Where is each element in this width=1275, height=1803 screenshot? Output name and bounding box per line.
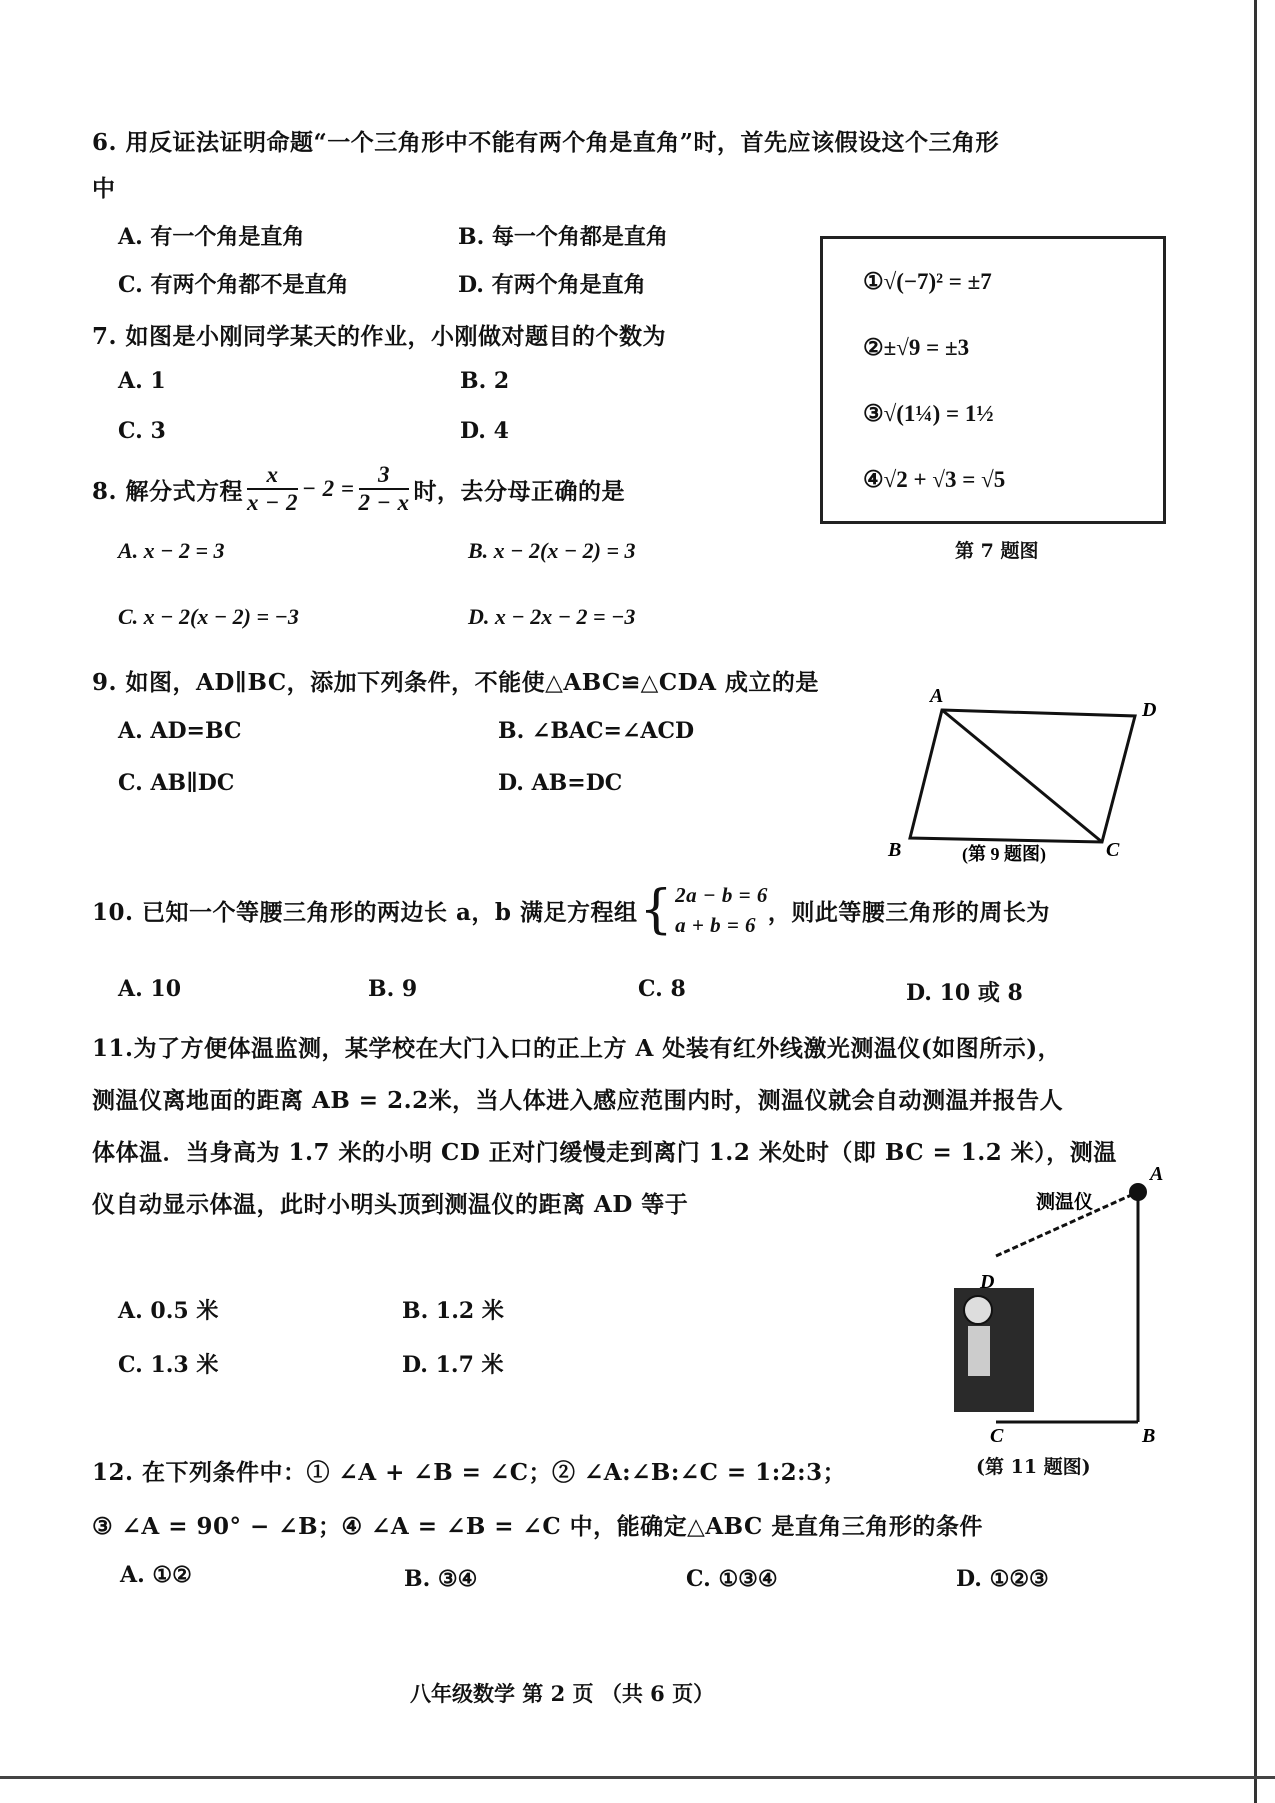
- person-body-icon: [968, 1326, 990, 1376]
- q9-label-d: D: [1142, 699, 1157, 721]
- q10-option-b[interactable]: B. 9: [368, 976, 418, 1002]
- q12-option-b[interactable]: B. ③④: [404, 1566, 478, 1592]
- q9-label-a: A: [930, 685, 944, 707]
- q10-stem-prefix: 10. 已知一个等腰三角形的两边长 a，b 满足方程组: [92, 898, 638, 926]
- q8-fraction-2: [359, 462, 410, 516]
- q9-figure-caption: (第 9 题图): [962, 844, 1046, 864]
- q8-frac1-num: x: [247, 462, 298, 490]
- q7-stem: 7. 如图是小刚同学某天的作业，小刚做对题目的个数为: [92, 323, 667, 350]
- q8-option-b[interactable]: B. x − 2(x − 2) = 3: [468, 538, 636, 563]
- q11-option-a[interactable]: A. 0.5 米: [118, 1298, 219, 1324]
- q8-option-a[interactable]: A. x − 2 = 3: [118, 538, 225, 563]
- q11-label-b: B: [1142, 1425, 1156, 1447]
- q8-frac2-den: 2 − x: [358, 490, 410, 515]
- q11-line2: 测温仪离地面的距离 AB = 2.2米，当人体进入感应范围内时，测温仪就会自动测温并报告人: [92, 1087, 1064, 1114]
- q9-option-d[interactable]: D. AB=DC: [498, 770, 623, 796]
- q7-hw-line1: ①√(−7)² = ±7: [863, 269, 992, 294]
- q8-option-c[interactable]: C. x − 2(x − 2) = −3: [118, 604, 299, 629]
- q8-stem-prefix: 8. 解分式方程: [92, 477, 244, 505]
- q7-figure-caption: 第 7 题图: [955, 540, 1039, 562]
- q7-option-a[interactable]: A. 1: [118, 368, 166, 394]
- q7-option-c[interactable]: C. 3: [118, 418, 166, 444]
- q9-diagonal-ac: [942, 710, 1102, 842]
- q9-option-a[interactable]: A. AD=BC: [118, 718, 242, 744]
- q12-line2: ③ ∠A = 90° − ∠B；④ ∠A = ∠B = ∠C 中，能确定△ABC 是直角三角形的条件: [92, 1513, 983, 1540]
- q9-stem: 9. 如图，AD∥BC，添加下列条件，不能使△ABC≌△CDA 成立的是: [92, 669, 819, 696]
- q11-thermometer-figure: [940, 1160, 1180, 1460]
- q9-label-b: B: [888, 839, 902, 861]
- q8-frac2-num: 3: [359, 462, 410, 490]
- page-edge-right: [1254, 0, 1257, 1803]
- q10-stem: [92, 880, 1050, 940]
- q12-option-c[interactable]: C. ①③④: [686, 1566, 778, 1592]
- q12-option-a[interactable]: A. ①②: [120, 1562, 192, 1588]
- q11-line3: 体体温．当身高为 1.7 米的小明 CD 正对门缓慢走到离门 1.2 米处时（即 BC = 1.2 米），测温: [92, 1139, 1117, 1166]
- q6-option-c[interactable]: C. 有两个角都不是直角: [118, 272, 349, 298]
- q8-fraction-1: [247, 462, 298, 516]
- q8-option-d[interactable]: D. x − 2x − 2 = −3: [468, 604, 636, 629]
- q9-parallelogram-figure: [880, 680, 1180, 870]
- q11-option-d[interactable]: D. 1.7 米: [402, 1352, 504, 1378]
- q11-label-c: C: [990, 1425, 1004, 1447]
- q7-hw-line4: ④√2 + √3 = √5: [863, 467, 1006, 492]
- q7-hw-line3: ③√(1¼) = 1½: [863, 401, 994, 426]
- page-footer: 八年级数学 第 2 页 （共 6 页）: [410, 1681, 715, 1706]
- q8-middle: − 2 =: [301, 476, 355, 501]
- q8-stem-suffix: 时，去分母正确的是: [413, 477, 625, 505]
- q6-stem-line2: 中: [92, 175, 116, 202]
- q9-label-c: C: [1106, 839, 1120, 861]
- q9-option-b[interactable]: B. ∠BAC=∠ACD: [498, 718, 695, 744]
- q10-option-c[interactable]: C. 8: [638, 976, 686, 1002]
- page-edge-bottom: [0, 1776, 1275, 1779]
- person-head-icon: [964, 1296, 992, 1324]
- q11-label-d: D: [980, 1271, 995, 1293]
- q7-homework-figure: [820, 236, 1166, 524]
- q11-figure-caption: (第 11 题图): [976, 1456, 1091, 1478]
- q10-brace: {: [639, 880, 674, 940]
- q8-frac1-den: x − 2: [247, 490, 298, 515]
- q11-label-a: A: [1150, 1163, 1164, 1185]
- q11-line1: 11.为了方便体温监测，某学校在大门入口的正上方 A 处装有红外线激光测温仪(如图所示)，: [92, 1035, 1062, 1062]
- q8-stem: [92, 462, 625, 516]
- q12-option-d[interactable]: D. ①②③: [956, 1566, 1049, 1592]
- q11-option-b[interactable]: B. 1.2 米: [402, 1298, 504, 1324]
- q10-eq2: a + b = 6: [675, 913, 757, 937]
- q10-stem-suffix: ，则此等腰三角形的周长为: [767, 898, 1050, 926]
- q12-line1: 12. 在下列条件中：① ∠A + ∠B = ∠C；② ∠A:∠B:∠C = 1:2:3；: [92, 1459, 847, 1486]
- q10-eq1: 2a − b = 6: [675, 883, 768, 907]
- q6-option-a[interactable]: A. 有一个角是直角: [118, 224, 305, 250]
- q11-line4: 仪自动显示体温，此时小明头顶到测温仪的距离 AD 等于: [92, 1191, 689, 1218]
- q7-option-d[interactable]: D. 4: [460, 418, 509, 444]
- q7-hw-line2: ②±√9 = ±3: [863, 335, 970, 360]
- q11-option-c[interactable]: C. 1.3 米: [118, 1352, 219, 1378]
- q6-stem-line1: 6. 用反证法证明命题“一个三角形中不能有两个角是直角”时，首先应该假设这个三角形: [92, 129, 999, 156]
- q7-option-b[interactable]: B. 2: [460, 368, 510, 394]
- q11-device-label: 测温仪: [1036, 1192, 1094, 1213]
- q10-option-d[interactable]: D. 10 或 8: [906, 980, 1023, 1006]
- q10-option-a[interactable]: A. 10: [118, 976, 182, 1002]
- q9-option-c[interactable]: C. AB∥DC: [118, 770, 235, 796]
- q10-system: [675, 880, 768, 940]
- q6-option-d[interactable]: D. 有两个角是直角: [458, 272, 646, 298]
- q6-option-b[interactable]: B. 每一个角都是直角: [458, 224, 668, 250]
- thermometer-device-icon: [1129, 1183, 1147, 1201]
